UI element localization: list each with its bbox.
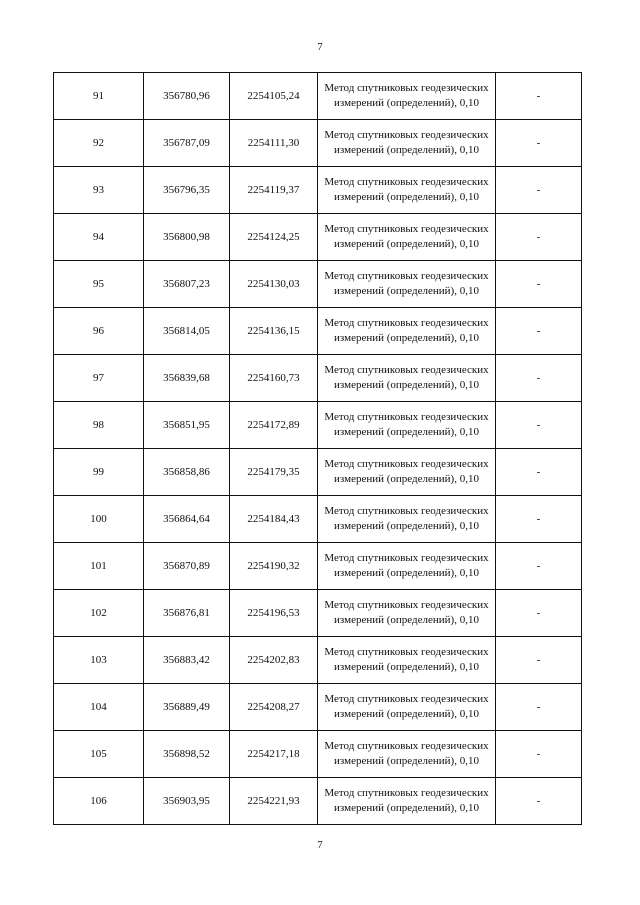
description-cell: - [496,73,582,120]
point-number-cell: 102 [54,590,144,637]
description-cell: - [496,167,582,214]
page-number-top: 7 [317,41,323,53]
method-cell: Метод спутниковых геодезических измерений (определений), 0,10 [318,402,496,449]
description-cell: - [496,684,582,731]
method-cell: Метод спутниковых геодезических измерений (определений), 0,10 [318,261,496,308]
x-coordinate-cell: 356876,81 [144,590,230,637]
table-row [54,261,582,308]
method-cell: Метод спутниковых геодезических измерений (определений), 0,10 [318,214,496,261]
coordinates-table-body [54,73,582,825]
point-number-cell: 92 [54,120,144,167]
y-coordinate-cell: 2254217,18 [230,731,318,778]
point-number-cell: 104 [54,684,144,731]
method-cell: Метод спутниковых геодезических измерений (определений), 0,10 [318,120,496,167]
method-cell: Метод спутниковых геодезических измерений (определений), 0,10 [318,73,496,120]
method-cell: Метод спутниковых геодезических измерений (определений), 0,10 [318,355,496,402]
y-coordinate-cell: 2254111,30 [230,120,318,167]
y-coordinate-cell: 2254124,25 [230,214,318,261]
table-row [54,308,582,355]
coordinates-table [53,72,582,825]
x-coordinate-cell: 356796,35 [144,167,230,214]
x-coordinate-cell: 356903,95 [144,778,230,825]
description-cell: - [496,449,582,496]
description-cell: - [496,402,582,449]
table-row [54,543,582,590]
description-cell: - [496,308,582,355]
x-coordinate-cell: 356864,64 [144,496,230,543]
table-row [54,684,582,731]
point-number-cell: 96 [54,308,144,355]
table-row [54,449,582,496]
x-coordinate-cell: 356851,95 [144,402,230,449]
method-cell: Метод спутниковых геодезических измерений (определений), 0,10 [318,496,496,543]
y-coordinate-cell: 2254130,03 [230,261,318,308]
x-coordinate-cell: 356889,49 [144,684,230,731]
method-cell: Метод спутниковых геодезических измерений (определений), 0,10 [318,590,496,637]
point-number-cell: 98 [54,402,144,449]
y-coordinate-cell: 2254221,93 [230,778,318,825]
point-number-cell: 94 [54,214,144,261]
method-cell: Метод спутниковых геодезических измерений (определений), 0,10 [318,778,496,825]
table-row [54,590,582,637]
x-coordinate-cell: 356883,42 [144,637,230,684]
point-number-cell: 99 [54,449,144,496]
method-cell: Метод спутниковых геодезических измерений (определений), 0,10 [318,543,496,590]
y-coordinate-cell: 2254119,37 [230,167,318,214]
description-cell: - [496,261,582,308]
x-coordinate-cell: 356780,96 [144,73,230,120]
table-row [54,120,582,167]
method-cell: Метод спутниковых геодезических измерений (определений), 0,10 [318,167,496,214]
y-coordinate-cell: 2254202,83 [230,637,318,684]
x-coordinate-cell: 356800,98 [144,214,230,261]
point-number-cell: 105 [54,731,144,778]
description-cell: - [496,120,582,167]
table-row [54,355,582,402]
point-number-cell: 106 [54,778,144,825]
point-number-cell: 95 [54,261,144,308]
point-number-cell: 97 [54,355,144,402]
description-cell: - [496,214,582,261]
y-coordinate-cell: 2254105,24 [230,73,318,120]
description-cell: - [496,355,582,402]
method-cell: Метод спутниковых геодезических измерений (определений), 0,10 [318,449,496,496]
point-number-cell: 101 [54,543,144,590]
x-coordinate-cell: 356814,05 [144,308,230,355]
x-coordinate-cell: 356898,52 [144,731,230,778]
y-coordinate-cell: 2254179,35 [230,449,318,496]
table-row [54,778,582,825]
method-cell: Метод спутниковых геодезических измерений (определений), 0,10 [318,308,496,355]
method-cell: Метод спутниковых геодезических измерений (определений), 0,10 [318,684,496,731]
y-coordinate-cell: 2254160,73 [230,355,318,402]
x-coordinate-cell: 356839,68 [144,355,230,402]
description-cell: - [496,590,582,637]
y-coordinate-cell: 2254208,27 [230,684,318,731]
page-number-bottom: 7 [317,839,323,851]
point-number-cell: 91 [54,73,144,120]
x-coordinate-cell: 356858,86 [144,449,230,496]
method-cell: Метод спутниковых геодезических измерений (определений), 0,10 [318,637,496,684]
table-row [54,73,582,120]
description-cell: - [496,778,582,825]
table-row [54,167,582,214]
y-coordinate-cell: 2254184,43 [230,496,318,543]
method-cell: Метод спутниковых геодезических измерений (определений), 0,10 [318,731,496,778]
x-coordinate-cell: 356807,23 [144,261,230,308]
x-coordinate-cell: 356870,89 [144,543,230,590]
description-cell: - [496,543,582,590]
y-coordinate-cell: 2254172,89 [230,402,318,449]
table-row [54,731,582,778]
description-cell: - [496,731,582,778]
point-number-cell: 100 [54,496,144,543]
point-number-cell: 93 [54,167,144,214]
y-coordinate-cell: 2254136,15 [230,308,318,355]
y-coordinate-cell: 2254196,53 [230,590,318,637]
table-row [54,402,582,449]
table-row [54,214,582,261]
description-cell: - [496,496,582,543]
y-coordinate-cell: 2254190,32 [230,543,318,590]
table-row [54,496,582,543]
x-coordinate-cell: 356787,09 [144,120,230,167]
description-cell: - [496,637,582,684]
point-number-cell: 103 [54,637,144,684]
table-row [54,637,582,684]
